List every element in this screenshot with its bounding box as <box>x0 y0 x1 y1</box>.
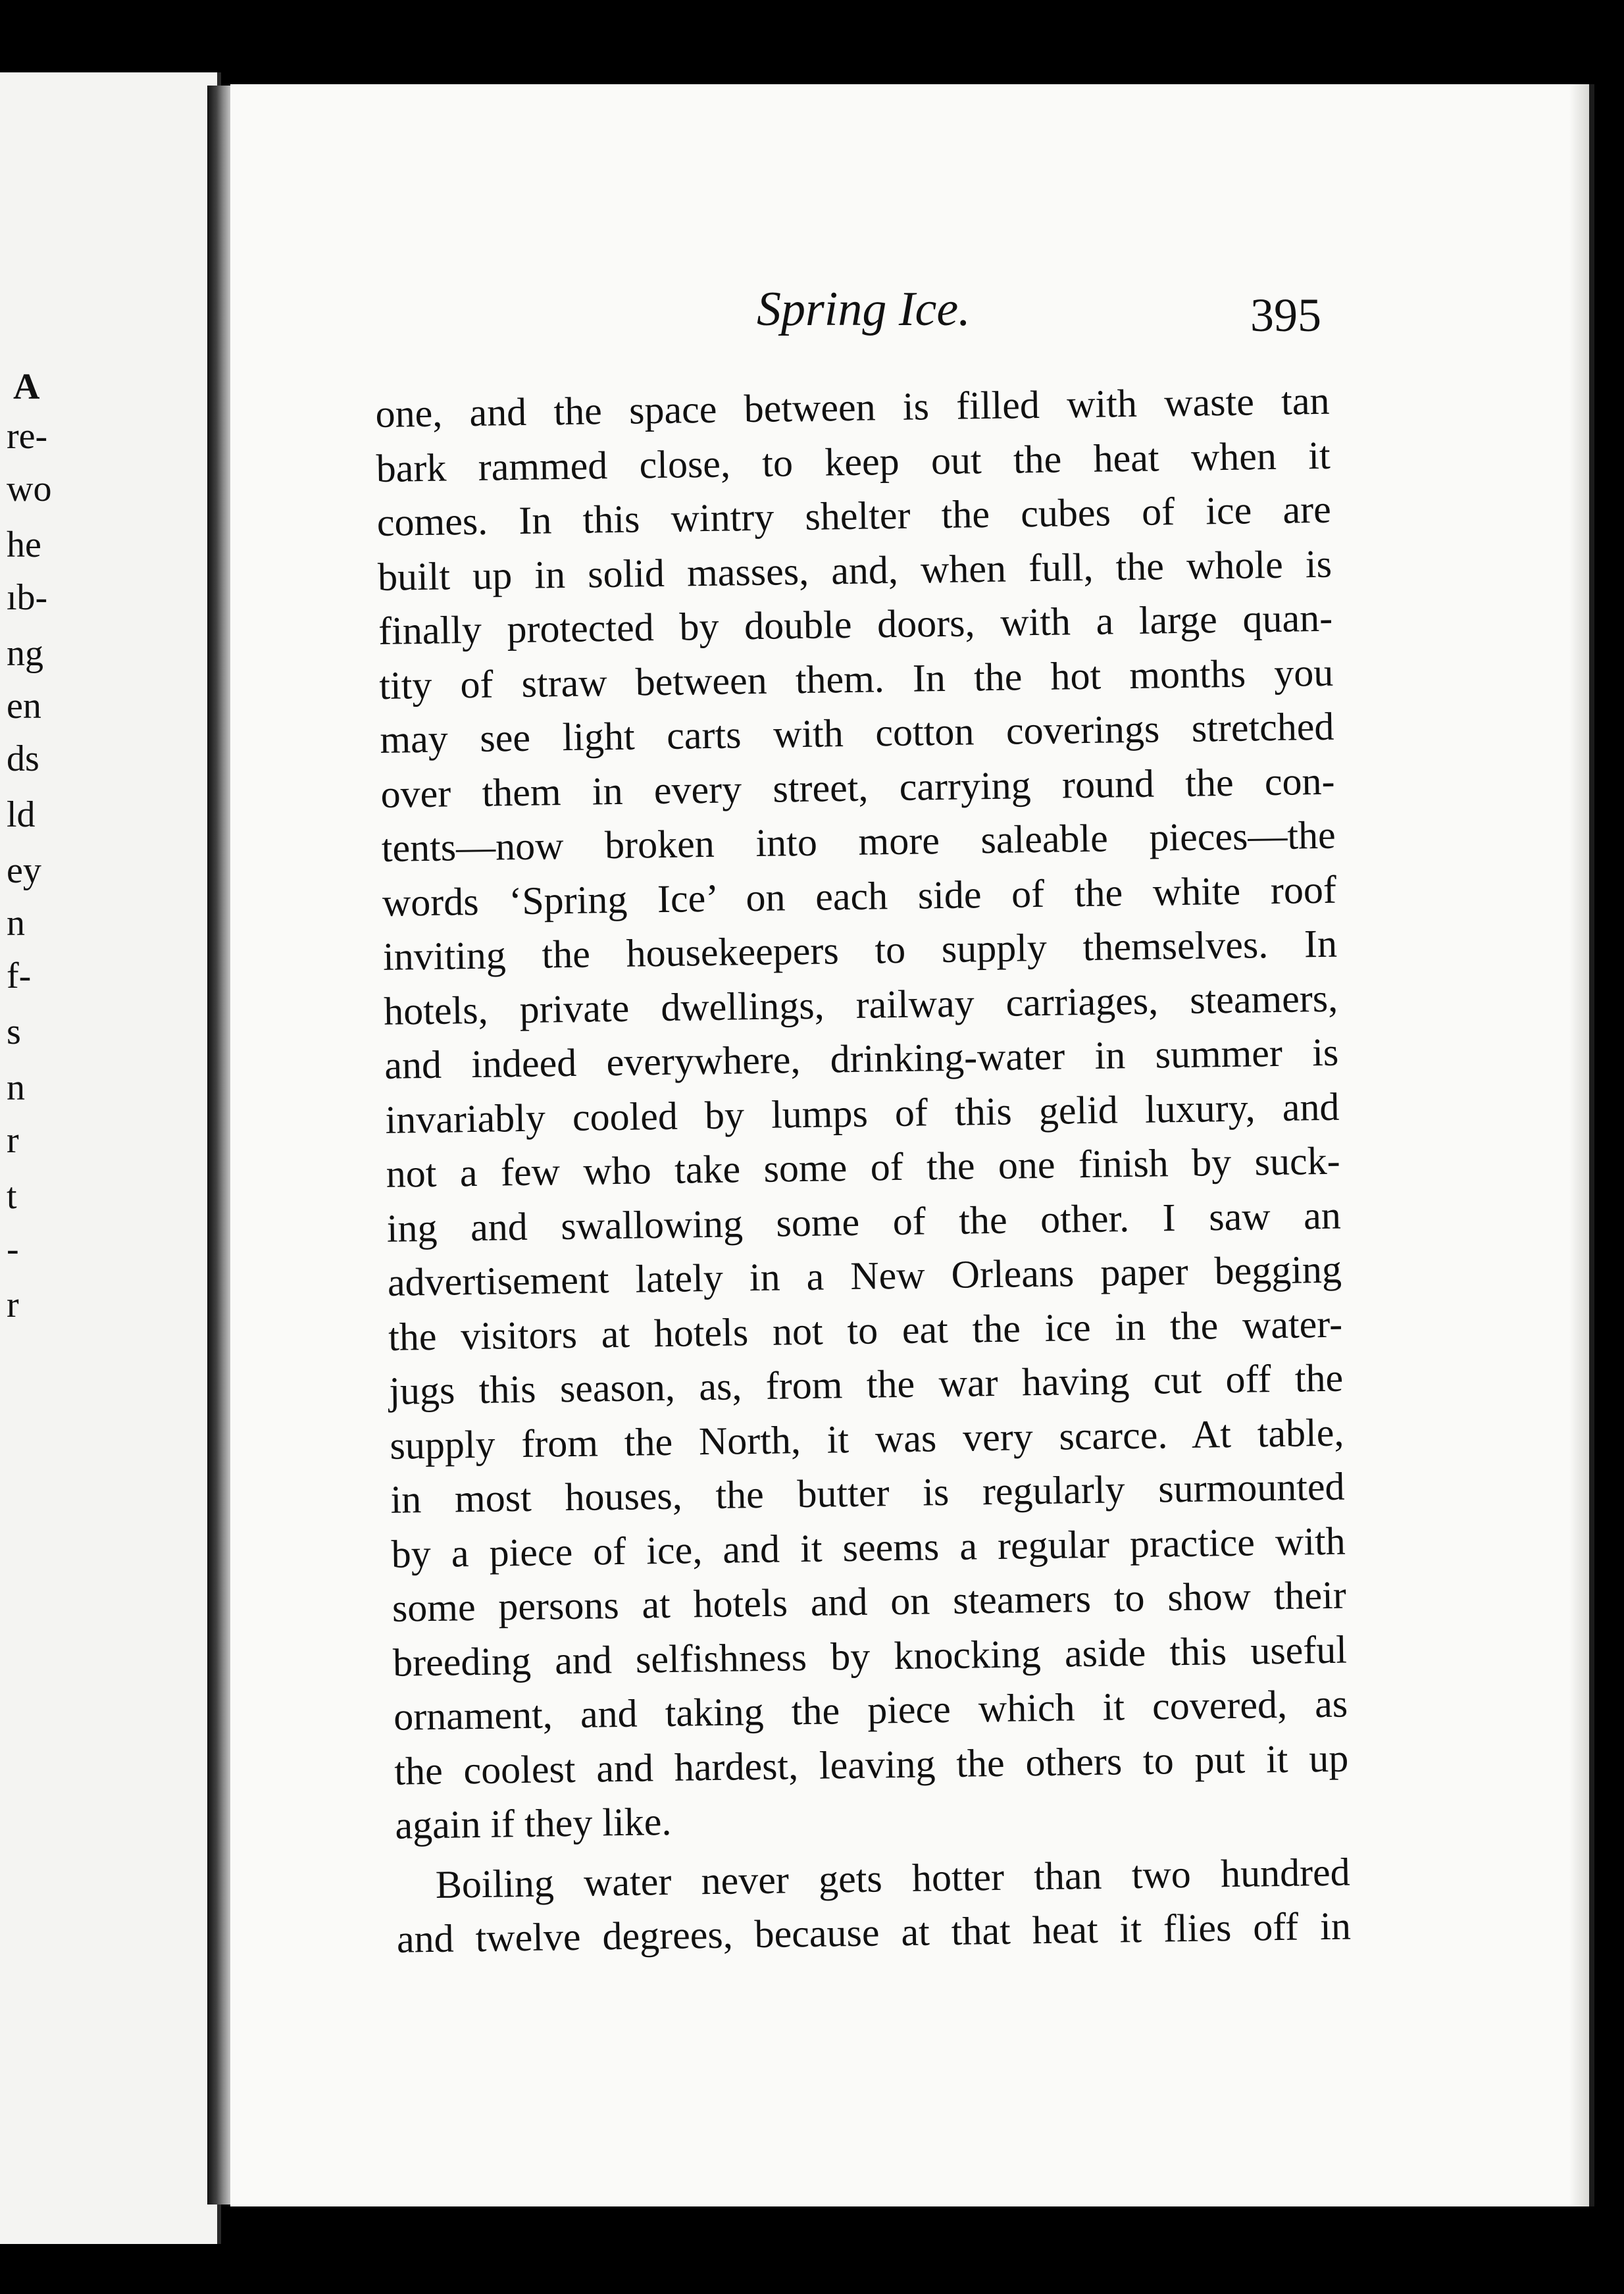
left-page-fragment: n <box>7 903 25 944</box>
text-line: the visitors at hotels not to eat the ice in the water- <box>388 1302 1343 1359</box>
text-line: inviting the housekeepers to supply themselves. In <box>382 921 1338 979</box>
text-line: some persons at hotels and on steamers to show their <box>392 1573 1347 1630</box>
text-line: Boiling water never gets hotter than two hundred <box>435 1850 1351 1906</box>
text-line: in most houses, the butter is regularly surmounted <box>390 1464 1345 1521</box>
book-page <box>230 84 1594 2206</box>
text-line: built up in solid masses, and, when full, the whole is <box>377 542 1332 599</box>
book-gutter <box>207 86 234 2205</box>
left-page-fragment: s <box>7 1011 21 1052</box>
text-line: hotels, private dwellings, railway carriages, steamers, <box>383 976 1338 1033</box>
left-page-fragment: n <box>7 1067 25 1108</box>
text-line: words ‘Spring Ice’ on each side of the white roof <box>382 867 1337 925</box>
text-line: and twelve degrees, because at that heat it flies off in <box>396 1904 1352 1961</box>
text-line: tity of straw between them. In the hot months you <box>378 650 1334 707</box>
text-line: breeding and selfishness by knocking aside this useful <box>392 1627 1348 1685</box>
text-line: finally protected by double doors, with a large quan- <box>378 596 1333 653</box>
left-page-fragment: re- <box>7 416 48 457</box>
text-line: ornament, and taking the piece which it covered, as <box>393 1681 1348 1739</box>
text-line: advertisement lately in a New Orleans paper begging <box>387 1247 1342 1304</box>
left-page-fragment: ds <box>7 738 39 779</box>
text-line: the coolest and hardest, leaving the others to put it up <box>393 1736 1349 1793</box>
text-line: bark rammed close, to keep out the heat when it <box>376 433 1331 490</box>
left-page-fragment: f- <box>7 956 32 996</box>
text-line: may see light carts with cotton coverings stretched <box>380 704 1334 761</box>
left-page-fragment: ng <box>7 633 43 674</box>
left-page-fragment: en <box>7 686 41 726</box>
running-head: Spring Ice. <box>757 282 971 336</box>
left-page-fragment: ey <box>7 850 41 891</box>
page-number: 395 <box>1250 289 1321 342</box>
left-page-fragment: ld <box>7 794 36 835</box>
left-page-fragment: r <box>7 1120 19 1161</box>
text-line: again if they like. <box>395 1799 672 1847</box>
text-line: and indeed everywhere, drinking-water in summer is <box>384 1030 1339 1087</box>
left-page-fragment: A <box>13 367 40 407</box>
left-page-fragment: wo <box>7 469 52 509</box>
text-line: not a few who take some of the one finish by suck- <box>386 1138 1341 1196</box>
text-line: comes. In this wintry shelter the cubes of ice are <box>376 487 1332 544</box>
left-page-edge <box>0 72 221 2244</box>
left-page-fragment: he <box>7 524 41 565</box>
left-page-fragment: t <box>7 1176 17 1217</box>
body-text <box>375 374 1351 1967</box>
text-line: by a piece of ice, and it seems a regular practice with <box>391 1519 1346 1576</box>
left-page-fragment: r <box>7 1285 19 1325</box>
text-line: supply from the North, it was very scarce. At table, <box>389 1410 1344 1467</box>
text-line: one, and the space between is filled with waste tan <box>375 378 1330 436</box>
left-page-fragment: - <box>7 1229 19 1269</box>
text-line: jugs this season, as, from the war having cut off the <box>388 1356 1344 1413</box>
text-line: over them in every street, carrying round the con- <box>380 759 1335 816</box>
left-page-fragment: ıb- <box>7 577 48 618</box>
text-line: ing and swallowing some of the other. I saw an <box>386 1193 1342 1250</box>
text-line: tents—now broken into more saleable pieces—the <box>381 813 1336 870</box>
text-line: invariably cooled by lumps of this gelid luxury, and <box>385 1084 1340 1142</box>
